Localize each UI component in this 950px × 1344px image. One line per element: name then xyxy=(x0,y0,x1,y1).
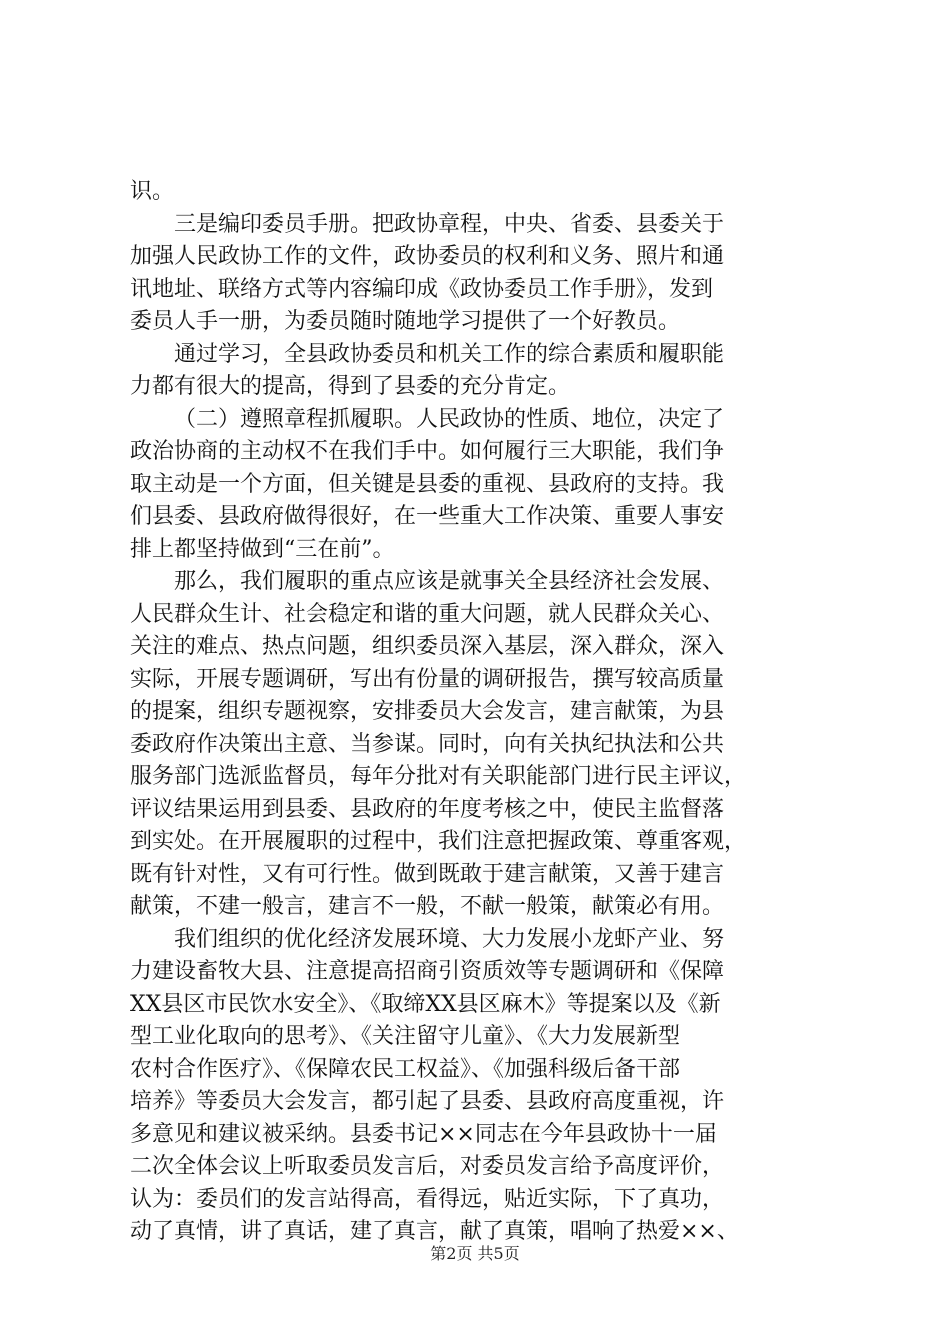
text-line: 委员人手一册，为委员随时随地学习提供了一个好教员。 xyxy=(130,309,681,334)
text-line: 力建设畜牧大县、注意提高招商引资质效等专题调研和《保障 xyxy=(130,959,725,984)
text-line: 们县委、县政府做得很好，在一些重大工作决策、重要人事安 xyxy=(130,504,725,529)
text-line: 讯地址、联络方式等内容编印成《政协委员工作手册》，发到 xyxy=(130,276,714,302)
text-line: XX县区市民饮水安全》、《取缔XX县区麻木》等提案以及《新 xyxy=(130,991,721,1017)
text-line: 三是编印委员手册。把政协章程，中央、省委、县委关于 xyxy=(174,211,725,237)
text-line: 实际，开展专题调研，写出有份量的调研报告，撰写较高质量 xyxy=(130,666,725,692)
text-line: 那么，我们履职的重点应该是就事关全县经济社会发展、 xyxy=(174,569,725,594)
text-line: 人民群众生计、社会稳定和谐的重大问题，就人民群众关心、 xyxy=(130,601,725,627)
text-line: 服务部门选派监督员，每年分批对有关职能部门进行民主评议， xyxy=(130,764,747,789)
text-line: 认为：委员们的发言站得高，看得远，贴近实际，下了真功， xyxy=(130,1186,725,1212)
text-line: 取主动是一个方面，但关键是县委的重视、县政府的支持。我 xyxy=(130,471,725,497)
text-line: 型工业化取向的思考》、《关注留守儿童》、《大力发展新型 xyxy=(130,1024,681,1049)
text-line: 我们组织的优化经济发展环境、大力发展小龙虾产业、努 xyxy=(174,926,725,952)
text-line: 的提案，组织专题视察，安排委员大会发言，建言献策，为县 xyxy=(130,699,725,724)
text-line: 排上都坚持做到“三在前”。 xyxy=(130,536,395,562)
text-line: 动了真情，讲了真话，建了真言，献了真策，唱响了热爱××、 xyxy=(130,1219,739,1244)
document-body xyxy=(130,176,830,1249)
text-line: 关注的难点、热点问题，组织委员深入基层，深入群众，深入 xyxy=(130,634,725,659)
text-line: 评议结果运用到县委、县政府的年度考核之中，使民主监督落 xyxy=(130,796,725,822)
page-footer: 第2页 共5页 xyxy=(430,1244,520,1263)
text-line: 政治协商的主动权不在我们手中。如何履行三大职能，我们争 xyxy=(130,439,725,464)
text-line: 培养》等委员大会发言，都引起了县委、县政府高度重视，许 xyxy=(130,1089,725,1114)
text-line: 二次全体会议上听取委员发言后，对委员发言给予高度评价， xyxy=(130,1154,725,1179)
text-line: 加强人民政协工作的文件，政协委员的权利和义务、照片和通 xyxy=(130,244,725,269)
text-line: 力都有很大的提高，得到了县委的充分肯定。 xyxy=(130,374,571,399)
text-line: 通过学习，全县政协委员和机关工作的综合素质和履职能 xyxy=(174,341,725,367)
text-line: 到实处。在开展履职的过程中，我们注意把握政策、尊重客观， xyxy=(130,829,747,854)
text-line: 识。 xyxy=(130,179,175,204)
text-line: （二）遵照章程抓履职。人民政协的性质、地位，决定了 xyxy=(174,406,725,432)
text-line: 多意见和建议被采纳。县委书记××同志在今年县政协十一届 xyxy=(130,1121,717,1147)
text-line: 委政府作决策出主意、当参谋。同时，向有关执纪执法和公共 xyxy=(130,731,725,757)
text-line: 献策，不建一般言，建言不一般，不献一般策，献策必有用。 xyxy=(130,894,725,919)
text-line: 既有针对性，又有可行性。做到既敢于建言献策，又善于建言 xyxy=(130,861,725,887)
text-line: 农村合作医疗》、《保障农民工权益》、《加强科级后备干部 xyxy=(130,1056,681,1082)
